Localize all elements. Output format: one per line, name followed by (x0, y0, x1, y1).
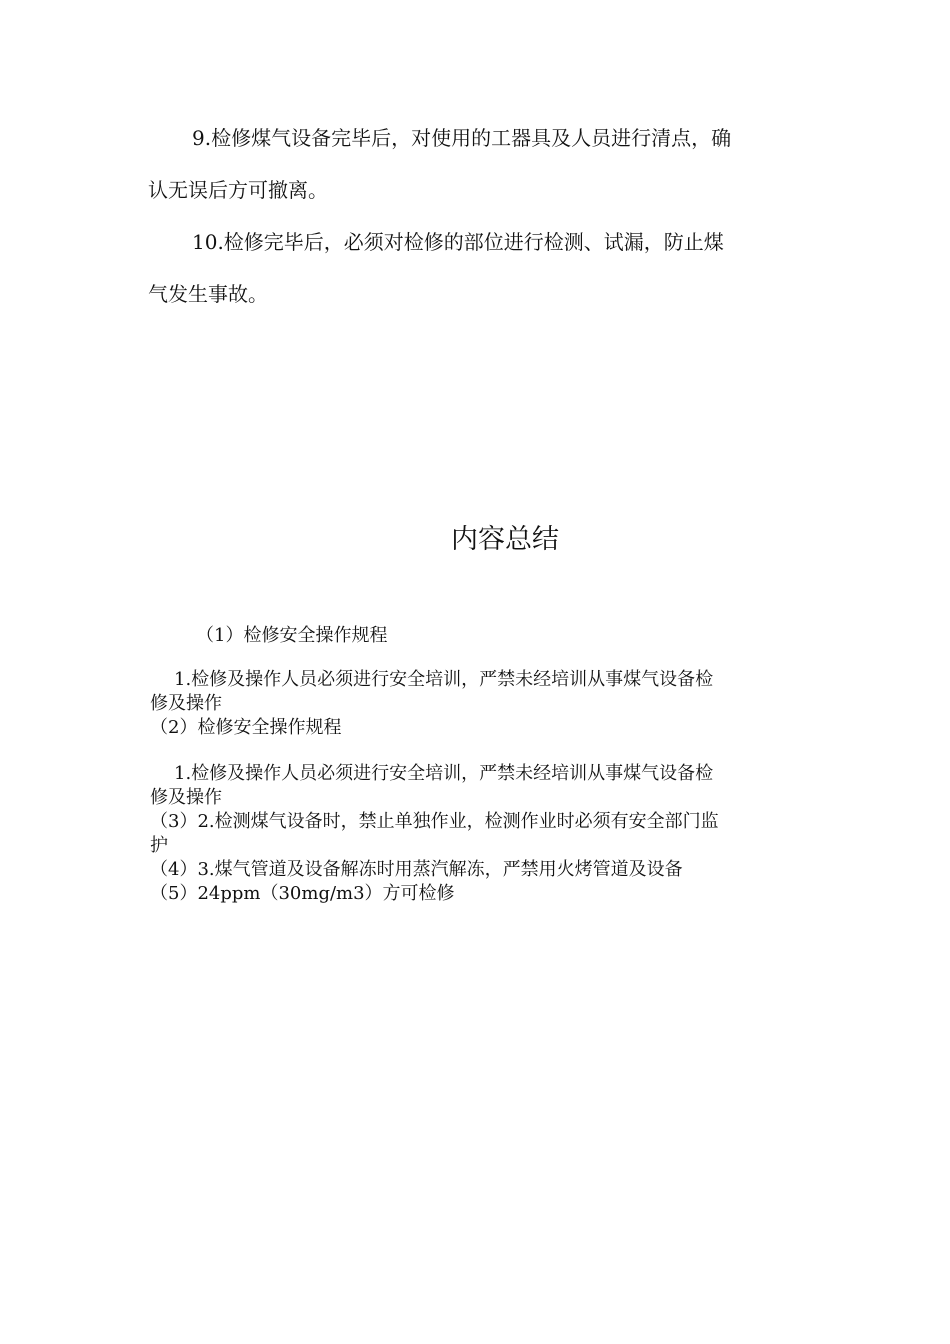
summary-line: 1.检修及操作人员必须进行安全培训，严禁未经培训从事煤气设备检 (174, 763, 714, 784)
paragraph-item-10 (148, 216, 798, 320)
paragraph-line: 气发生事故。 (148, 282, 268, 306)
summary-item-2 (150, 762, 810, 810)
summary-item-4: （4）3.煤气管道及设备解冻时用蒸汽解冻，严禁用火烤管道及设备 (150, 859, 683, 880)
summary-line: 1.检修及操作人员必须进行安全培训，严禁未经培训从事煤气设备检 (174, 669, 714, 690)
paragraph-line: 10.检修完毕后，必须对检修的部位进行检测、试漏，防止煤 (192, 230, 724, 254)
summary-title: 内容总结 (451, 524, 559, 555)
paragraph-line: 9.检修煤气设备完毕后，对使用的工器具及人员进行清点，确 (192, 126, 732, 150)
summary-line: （3）2.检测煤气设备时，禁止单独作业，检测作业时必须有安全部门监 (150, 811, 719, 832)
summary-line: 修及操作 (150, 693, 222, 714)
summary-item-3 (150, 810, 810, 858)
summary-list (150, 620, 810, 906)
paragraph-line: 认无误后方可撤离。 (148, 178, 328, 202)
summary-heading-1: （1）检修安全操作规程 (196, 625, 388, 646)
summary-item-1 (150, 668, 810, 716)
paragraph-item-9 (148, 112, 798, 216)
summary-line: 修及操作 (150, 787, 222, 808)
summary-heading-2: （2）检修安全操作规程 (150, 717, 342, 738)
summary-item-5: （5）24ppm（30mg/m3）方可检修 (150, 883, 455, 904)
summary-line: 护 (150, 835, 168, 856)
